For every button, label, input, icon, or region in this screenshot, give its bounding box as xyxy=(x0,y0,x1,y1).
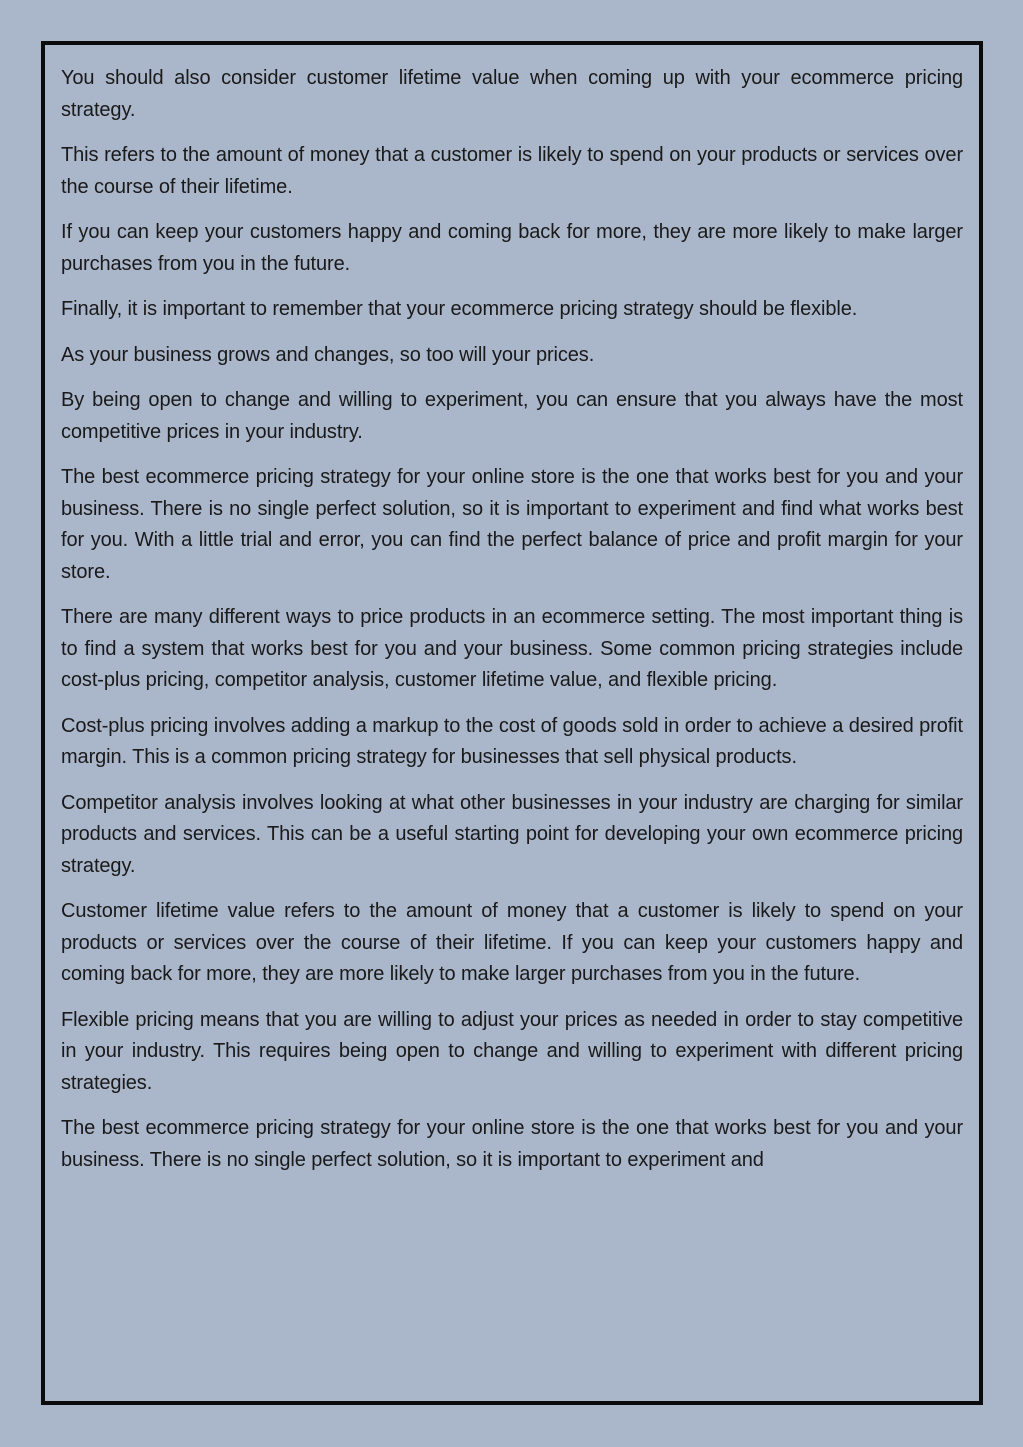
paragraph: There are many different ways to price products in an ecommerce setting. The most important thing is to find a system that works best for you and your business. Some common pricing strategies include cost-plus pricing, competitor analysis, customer lifetime value, and flexible pricing. xyxy=(61,606,963,691)
page-frame xyxy=(41,41,983,1405)
paragraph: As your business grows and changes, so too will your prices. xyxy=(61,343,595,366)
paragraph: Competitor analysis involves looking at what other businesses in your industry are charging for similar products and services. This can be a useful starting point for developing your own ecommerce pricing strategy. xyxy=(61,791,963,877)
paragraph: This refers to the amount of money that a customer is likely to spend on your products or services over the course of their lifetime. xyxy=(61,144,963,198)
paragraph: By being open to change and willing to experiment, you can ensure that you always have the most competitive prices in your industry. xyxy=(61,389,963,443)
paragraph: Flexible pricing means that you are willing to adjust your prices as needed in order to stay competitive in your industry. This requires being open to change and willing to experiment with different pricing strategies. xyxy=(61,1008,963,1094)
document-body xyxy=(61,63,963,1190)
paragraph: The best ecommerce pricing strategy for your online store is the one that works best for you and your business. There is no single perfect solution, so it is important to experiment and find what works best for you. With a little trial and error, you can find the perfect balance of price and profit margin for your store. xyxy=(61,466,963,583)
paragraph: If you can keep your customers happy and coming back for more, they are more likely to make larger purchases from you in the future. xyxy=(61,221,963,275)
paragraph: Finally, it is important to remember that your ecommerce pricing strategy should be flexible. xyxy=(61,298,858,320)
paragraph: Cost-plus pricing involves adding a markup to the cost of goods sold in order to achieve a desired profit margin. This is a common pricing strategy for businesses that sell physical products. xyxy=(61,714,963,768)
paragraph: The best ecommerce pricing strategy for your online store is the one that works best for you and your business. There is no single perfect solution, so it is important to experiment and xyxy=(61,1117,963,1171)
paragraph: You should also consider customer lifetime value when coming up with your ecommerce pricing strategy. xyxy=(61,67,963,121)
paragraph: Customer lifetime value refers to the amount of money that a customer is likely to spend on your products or services over the course of their lifetime. If you can keep your customers happy and coming back for more, they are more likely to make larger purchases from you in the future. xyxy=(61,900,963,985)
